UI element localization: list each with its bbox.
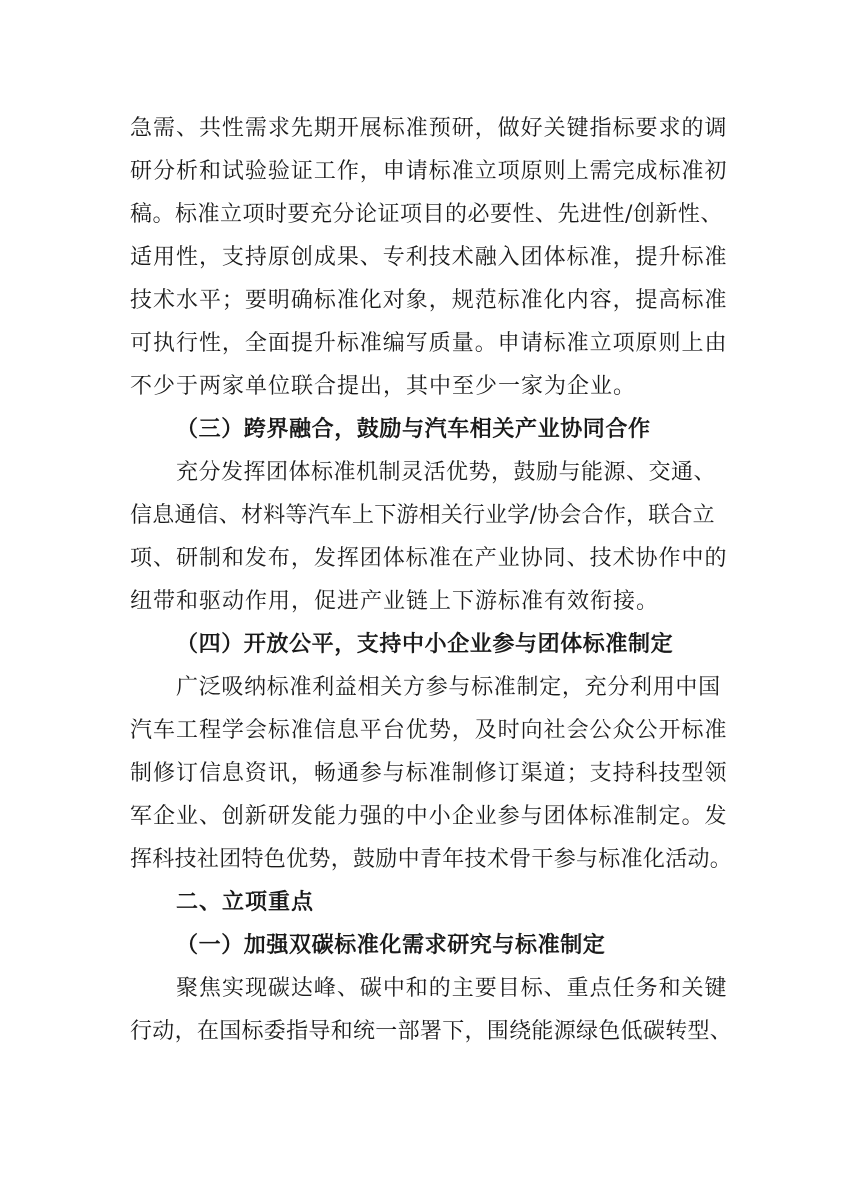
body-line: 制修订信息资讯，畅通参与标准制修订渠道；支持科技型领 [130, 761, 728, 786]
body-line: 军企业、创新研发能力强的中小企业参与团体标准制定。发 [130, 804, 728, 829]
body-line: 研分析和试验验证工作，申请标准立项原则上需完成标准初 [130, 159, 728, 184]
body-line: 技术水平；要明确标准化对象，规范标准化内容，提高标准 [130, 288, 728, 313]
body-line: 充分发挥团体标准机制灵活优势，鼓励与能源、交通、 [176, 460, 717, 485]
body-line: 聚焦实现碳达峰、碳中和的主要目标、重点任务和关键 [176, 976, 728, 1001]
body-line: 汽车工程学会标准信息平台优势，及时向社会公众公开标准 [130, 718, 728, 743]
body-line: 可执行性，全面提升标准编写质量。申请标准立项原则上由 [130, 331, 728, 356]
body-line: 急需、共性需求先期开展标准预研，做好关键指标要求的调 [130, 116, 728, 141]
body-line: 广泛吸纳标准利益相关方参与标准制定，充分利用中国 [176, 675, 721, 700]
body-line: 不少于两家单位联合提出，其中至少一家为企业。 [130, 374, 637, 399]
body-line: 项、研制和发布，发挥团体标准在产业协同、技术协作中的 [130, 546, 728, 571]
body-line: 信息通信、材料等汽车上下游相关行业学/协会合作，联合立 [130, 503, 715, 528]
section-heading-3: （三）跨界融合，鼓励与汽车相关产业协同合作 [176, 417, 651, 442]
section-heading-1: （一）加强双碳标准化需求研究与标准制定 [176, 933, 606, 958]
body-line: 行动，在国标委指导和统一部署下，围绕能源绿色低碳转型、 [130, 1019, 733, 1044]
body-line: 挥科技社团特色优势，鼓励中青年技术骨干参与标准化活动。 [130, 847, 733, 872]
body-line: 稿。标准立项时要充分论证项目的必要性、先进性/创新性、 [130, 202, 723, 227]
body-line: 适用性，支持原创成果、专利技术融入团体标准，提升标准 [130, 245, 728, 270]
chapter-heading: 二、立项重点 [176, 890, 315, 915]
section-heading-4: （四）开放公平，支持中小企业参与团体标准制定 [176, 632, 674, 657]
body-line: 纽带和驱动作用，促进产业链上下游标准有效衔接。 [130, 589, 660, 614]
